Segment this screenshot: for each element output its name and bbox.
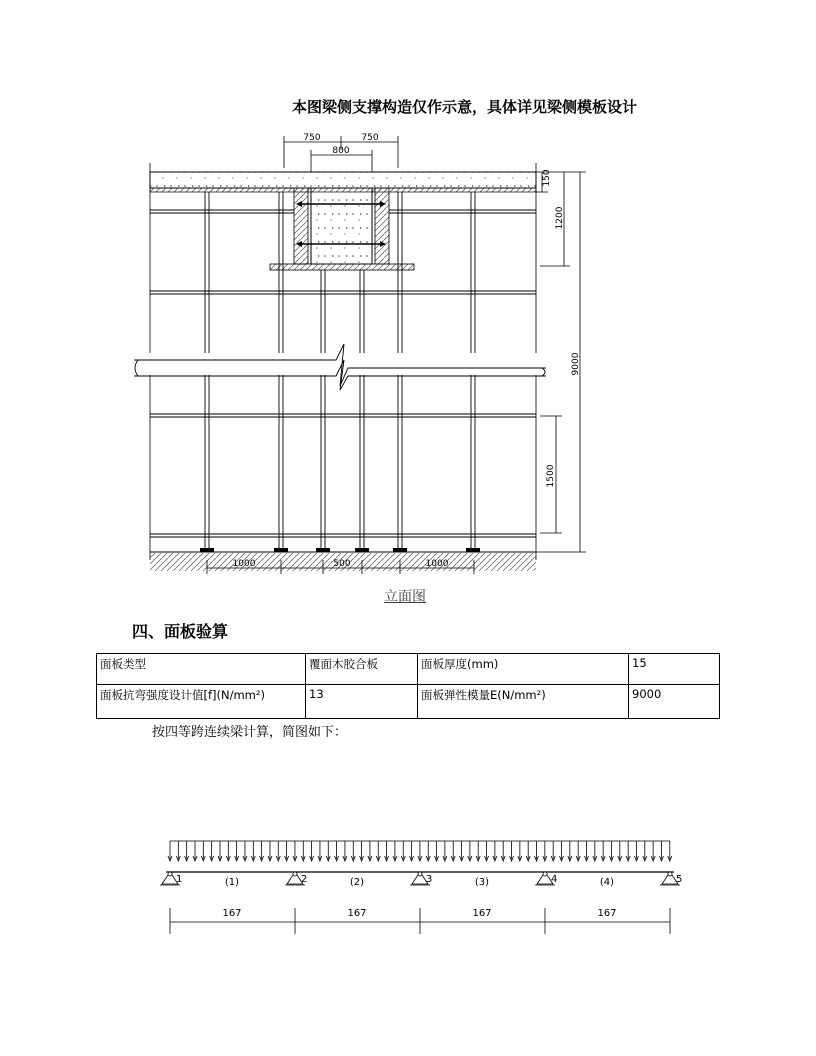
support-pin — [668, 872, 672, 876]
span-length-2: 167 — [347, 908, 367, 919]
span-label-4: (4) — [599, 877, 615, 888]
elevation-caption: 立面图 — [384, 589, 426, 605]
support-label-4: 4 — [551, 874, 558, 885]
support-label-2: 2 — [301, 874, 308, 885]
dim-bottom-500: 500 — [333, 559, 351, 569]
dim-right-1200: 1200 — [555, 206, 565, 230]
span-length-3: 167 — [472, 908, 492, 919]
support-label-5: 5 — [676, 874, 683, 885]
dim-right-9000: 9000 — [571, 352, 581, 376]
dim-top-800: 800 — [332, 146, 350, 156]
distributed-load — [168, 841, 672, 861]
table-cell: 面板类型 — [97, 654, 306, 685]
table-cell: 9000 — [629, 685, 720, 719]
span-ticks — [170, 908, 670, 934]
support-pin — [543, 872, 547, 876]
calc-method-text: 按四等跨连续梁计算，简图如下： — [152, 725, 348, 740]
table-cell: 15 — [629, 654, 720, 685]
dim-right-150: 150 — [542, 169, 552, 187]
span-label-3: (3) — [474, 877, 490, 888]
table-cell: 13 — [306, 685, 418, 719]
support-label-3: 3 — [426, 874, 433, 885]
support-pin — [168, 872, 172, 876]
support-pin — [293, 872, 297, 876]
table-cell: 面板抗弯强度设计值[f](N/mm²) — [97, 685, 306, 719]
span-label-2: (2) — [349, 877, 365, 888]
dim-bottom-1000b: 1000 — [425, 559, 449, 569]
table-cell: 面板厚度(mm) — [418, 654, 629, 685]
span-length-4: 167 — [597, 908, 617, 919]
support-label-1: 1 — [176, 874, 183, 885]
section-heading: 四、面板验算 — [132, 622, 229, 641]
span-label-1: (1) — [224, 877, 240, 888]
support-pin — [418, 872, 422, 876]
drawing-note: 本图梁侧支撑构造仅作示意，具体详见梁侧模板设计 — [292, 98, 638, 116]
dim-top-750a: 750 — [303, 133, 321, 143]
span-length-1: 167 — [222, 908, 242, 919]
dim-top-750b: 750 — [361, 133, 379, 143]
table-cell: 覆面木胶合板 — [306, 654, 418, 685]
dim-right-1500: 1500 — [546, 464, 556, 488]
table-cell: 面板弹性模量E(N/mm²) — [418, 685, 629, 719]
dim-bottom-1000a: 1000 — [232, 559, 256, 569]
